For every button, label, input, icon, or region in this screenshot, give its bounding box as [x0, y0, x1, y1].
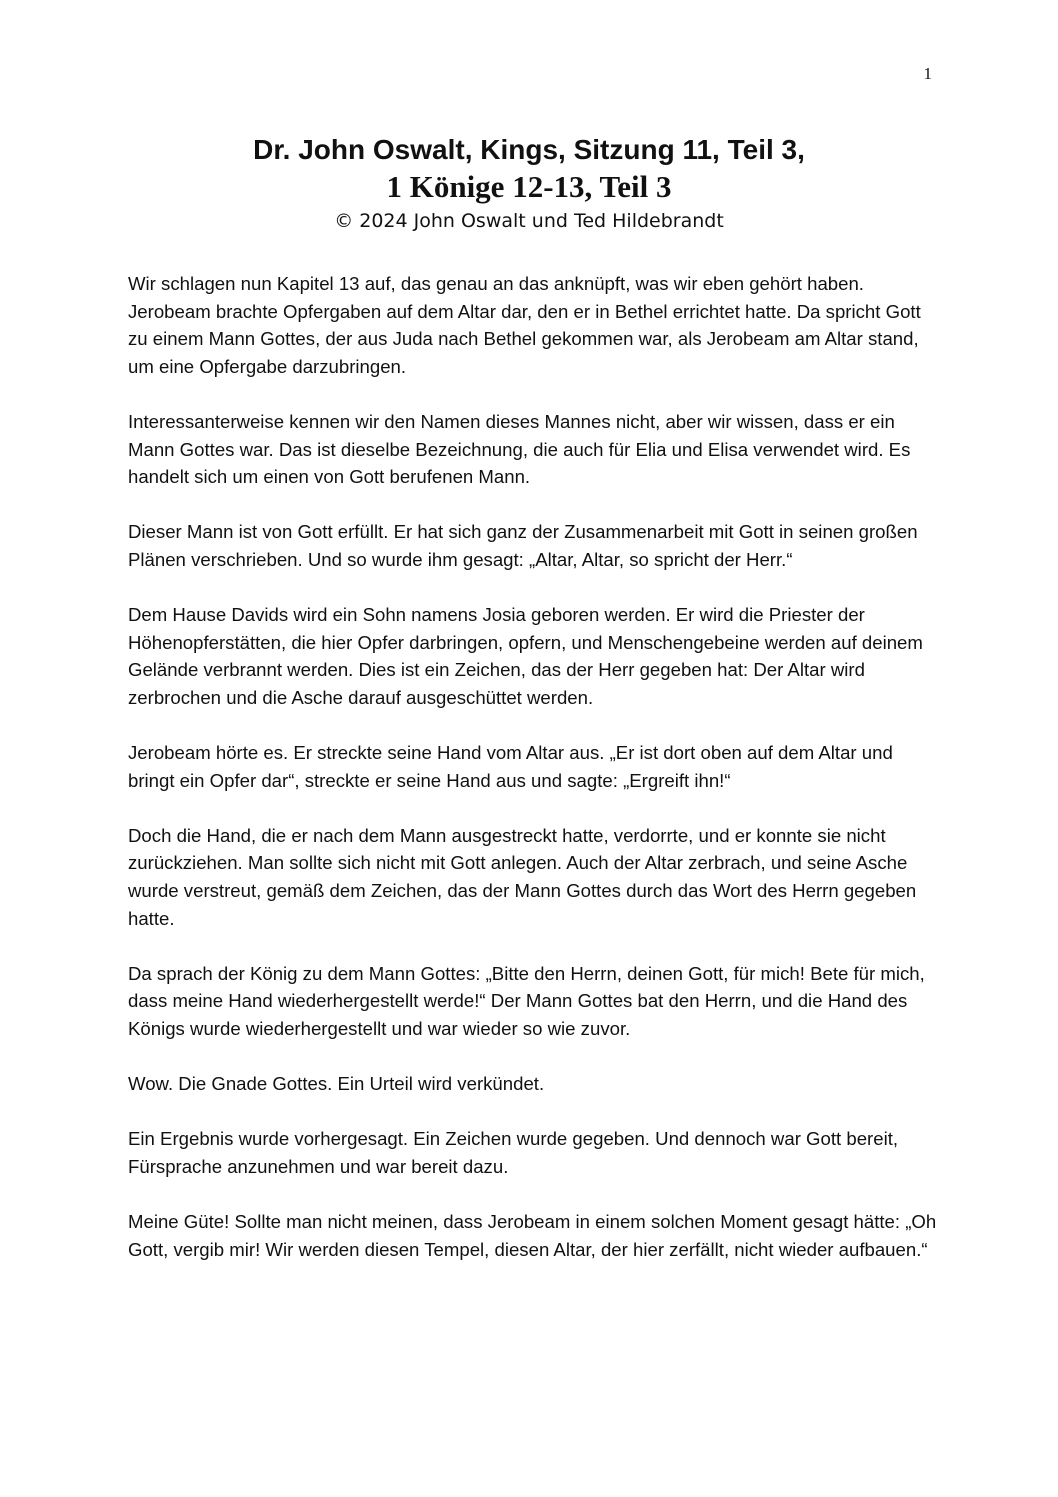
paragraph-4: Dem Hause Davids wird ein Sohn namens Josia geboren werden. Er wird die Priester der Höhenopferstätten, die hier Opfer darbringen, opfern, und Menschengebeine werden auf deinem Gelände verbrannt werden. Dies ist ein Zeichen, das der Herr gegeben hat: Der Altar wird zerbrochen und die Asche darauf ausgeschüttet werden. [128, 604, 923, 708]
paragraph-3: Dieser Mann ist von Gott erfüllt. Er hat sich ganz der Zusammenarbeit mit Gott in seinen großen Plänen verschrieben. Und so wurde ihm gesagt: „Altar, Altar, so spricht der Herr.“ [128, 521, 918, 570]
paragraph-8: Wow. Die Gnade Gottes. Ein Urteil wird verkündet. [128, 1073, 545, 1095]
paragraph-6: Doch die Hand, die er nach dem Mann ausgestreckt hatte, verdorrte, und er konnte sie nicht zurückziehen. Man sollte sich nicht mit Gott anlegen. Auch der Altar zerbrach, und seine Asche wurde verstreut, gemäß dem Zeichen, das der Mann Gottes durch das Wort des Herrn gegeben hatte. [128, 824, 917, 929]
paragraph-9: Ein Ergebnis wurde vorhergesagt. Ein Zeichen wurde gegeben. Und dennoch war Gott bereit, Fürsprache anzunehmen und war bereit dazu. [128, 1128, 899, 1177]
document-header [0, 132, 1058, 236]
paragraph-7: Da sprach der König zu dem Mann Gottes: „Bitte den Herrn, deinen Gott, für mich! Bete für mich, dass meine Hand wiederhergestellt werde!“ Der Mann Gottes bat den Herrn, und die Hand des Königs wurde wiederhergestellt und war wieder so wie zuvor. [128, 962, 925, 1040]
document-title-line-1: Dr. John Oswalt, Kings, Sitzung 11, Teil 3, [253, 134, 805, 165]
paragraph-2: Interessanterweise kennen wir den Namen dieses Mannes nicht, aber wir wissen, dass er ein Mann Gottes war. Das ist dieselbe Bezeichnung, die auch für Elia und Elisa verwendet wird. Es handelt sich um einen von Gott berufenen Mann. [128, 410, 911, 488]
document-body [128, 270, 938, 1291]
page-number: 1 [923, 64, 932, 83]
paragraph-5: Jerobeam hörte es. Er streckte seine Hand vom Altar aus. „Er ist dort oben auf dem Altar und bringt ein Opfer dar“, streckte er seine Hand aus und sagte: „Ergreift ihn!“ [128, 742, 893, 791]
document-title-line-2: 1 Könige 12-13, Teil 3 [386, 169, 672, 204]
paragraph-10: Meine Güte! Sollte man nicht meinen, dass Jerobeam in einem solchen Moment gesagt hätte: „Oh Gott, vergib mir! Wir werden diesen Tempel, diesen Altar, der hier zerfällt, nicht wieder aufbauen.“ [128, 1211, 937, 1260]
paragraph-1: Wir schlagen nun Kapitel 13 auf, das genau an das anknüpft, was wir eben gehört haben. Jerobeam brachte Opfergaben auf dem Altar dar, den er in Bethel errichtet hatte. Da spricht Gott zu einem Mann Gottes, der aus Juda nach Bethel gekommen war, als Jerobeam am Altar stand, um eine Opfergabe darzubringen. [128, 273, 921, 377]
copyright-notice: © 2024 John Oswalt und Ted Hildebrandt [334, 210, 724, 232]
